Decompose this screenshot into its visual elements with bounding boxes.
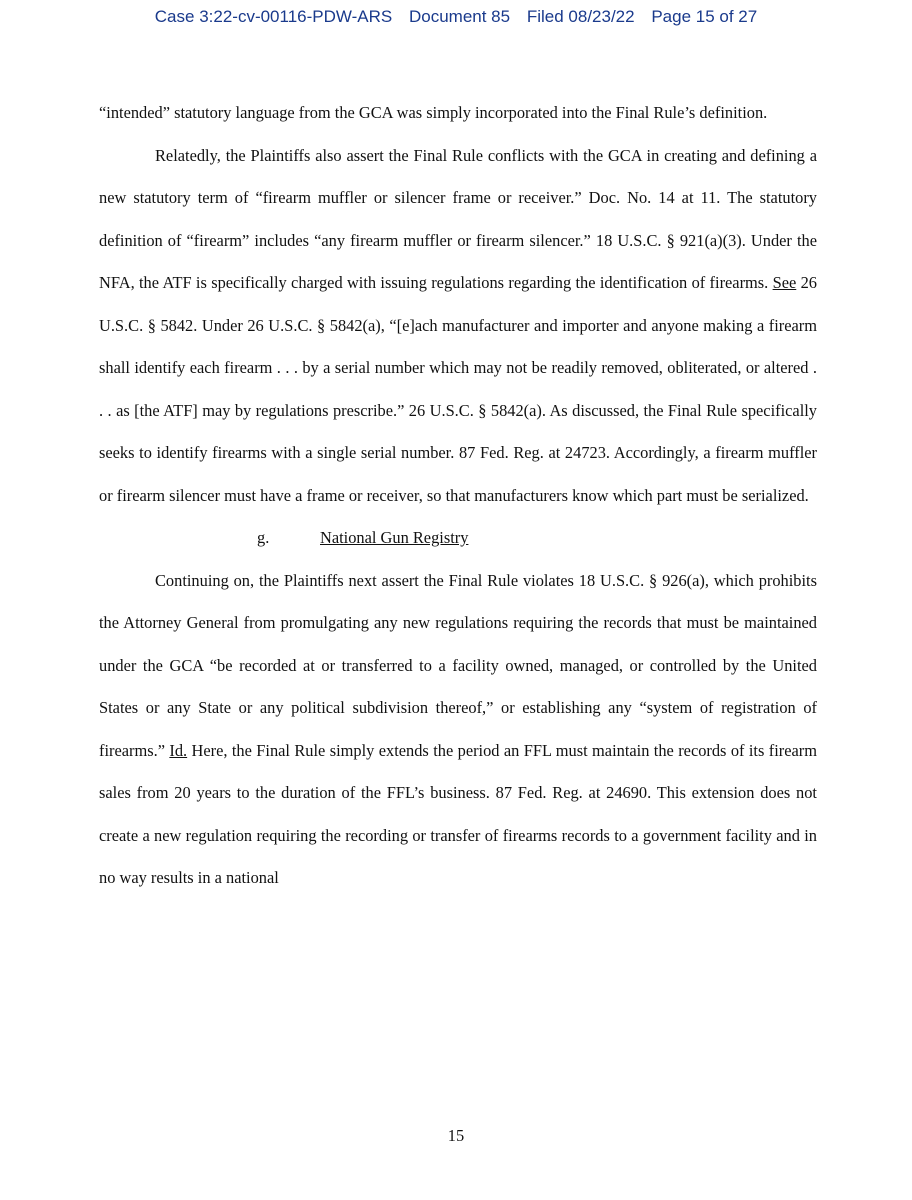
page-indicator: Page 15 of 27 xyxy=(651,7,758,26)
see-signal: See xyxy=(772,273,797,292)
filing-header xyxy=(0,7,912,27)
paragraph-muffler-frame xyxy=(99,135,817,518)
paragraph-text: Here, the Final Rule simply extends the period an FFL must maintain the records of its firearm sales from 20 years to the duration of the FFL’s business. 87 Fed. Reg. at 24690. This extension does not create a new regulation requiring the recording or transfer of firearms records to a government facility and in no way results in a national xyxy=(99,740,817,887)
section-letter: g. xyxy=(257,528,270,547)
id-signal: Id. xyxy=(169,740,188,760)
document-number: Document 85 xyxy=(408,7,511,26)
case-number: Case 3:22-cv-00116-PDW-ARS xyxy=(154,7,393,26)
paragraph-text: Continuing on, the Plaintiffs next assert the Final Rule violates 18 U.S.C. § 926(a), which prohibits the Attorney General from promulgating any new regulations requiring the records that must be maintained under the GCA “be recorded at or transferred to a facility owned, managed, or controlled by the United States or any State or any political subdivision thereof,” or establishing any “system of registration of firearms.” xyxy=(99,570,817,760)
filed-date: Filed 08/23/22 xyxy=(526,7,635,26)
paragraph-gun-registry xyxy=(99,560,817,900)
paragraph-continuation: “intended” statutory language from the GCA was simply incorporated into the Final Rule’s definition. xyxy=(99,103,768,122)
page-number: 15 xyxy=(447,1126,465,1145)
paragraph-text: Relatedly, the Plaintiffs also assert the Final Rule conflicts with the GCA in creating and defining a new statutory term of “firearm muffler or silencer frame or receiver.” Doc. No. 14 at 11. The statutory definition of “firearm” includes “any firearm muffler or firearm silencer.” 18 U.S.C. § 921(a)(3). Under the NFA, the ATF is specifically charged with issuing regulations regarding the identification of firearms. xyxy=(99,145,817,292)
section-title: National Gun Registry xyxy=(320,528,469,547)
section-heading xyxy=(99,517,817,560)
paragraph-text: 26 U.S.C. § 5842. Under 26 U.S.C. § 5842(a), “[e]ach manufacturer and importer and anyone making a firearm shall identify each firearm . . . by a serial number which may not be readily removed, obliterated, or altered . . . as [the ATF] may by regulations prescribe.” 26 U.S.C. § 5842(a). As discussed, the Final Rule specifically seeks to identify firearms with a single serial number. 87 Fed. Reg. at 24723. Accordingly, a firearm muffler or firearm silencer must have a frame or receiver, so that manufacturers know which part must be serialized. xyxy=(99,273,817,505)
document-body xyxy=(99,92,817,900)
